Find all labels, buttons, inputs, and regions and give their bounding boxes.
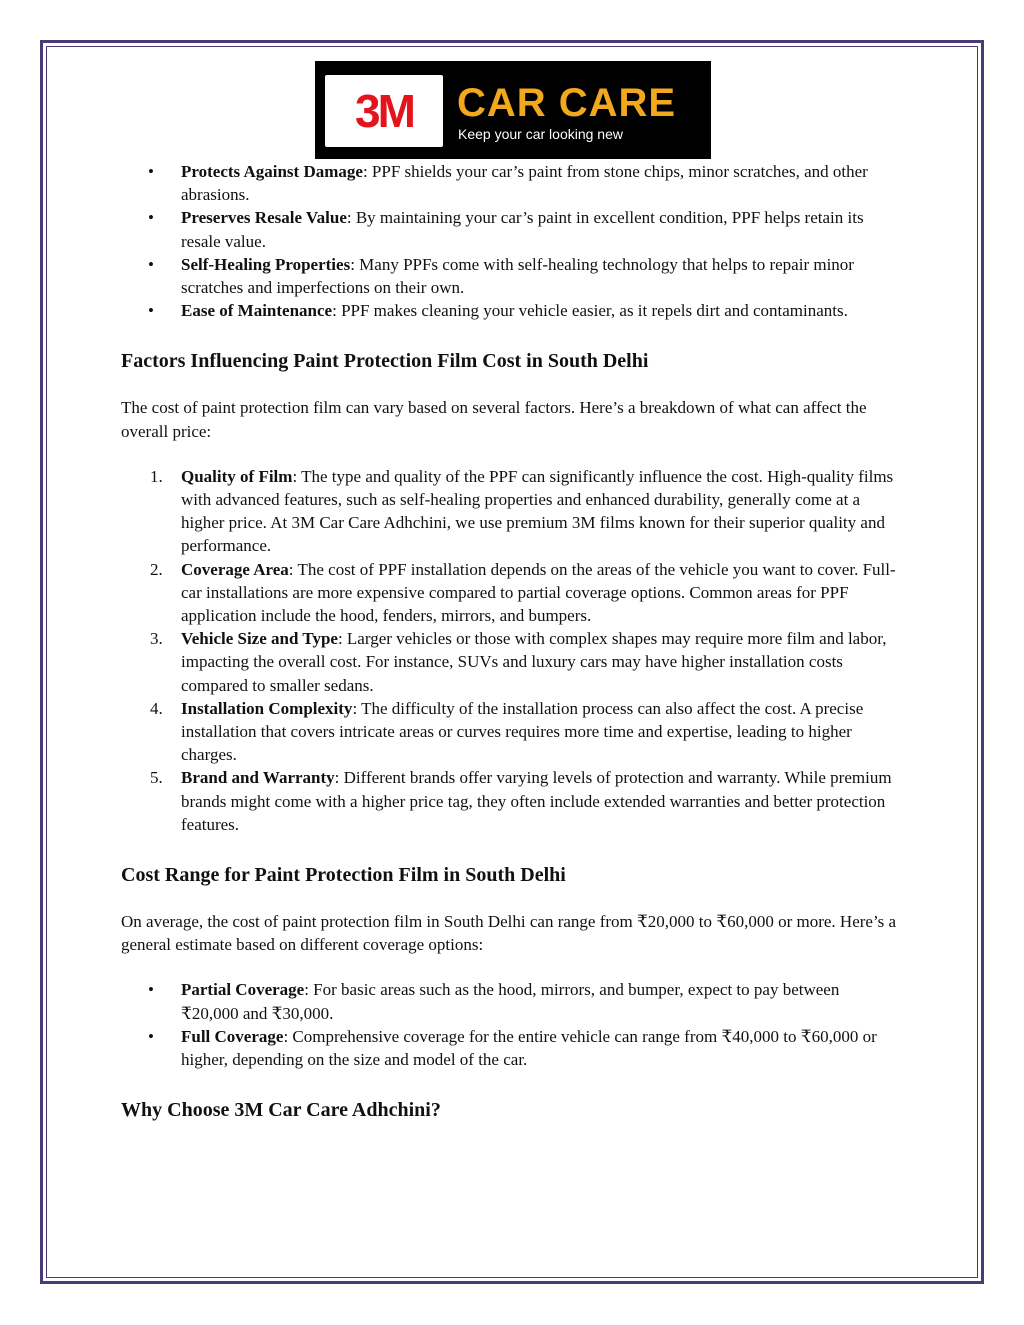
list-item-text: : The cost of PPF installation depends on the areas of the vehicle you want to cover. Full-car installations are more expensive compared to partial coverage options. Common areas for PPF application include the hood, fenders, mirrors, and bumpers. (181, 559, 896, 626)
list-item-text: : Different brands offer varying levels of protection and warranty. While premium brands might come with a higher price tag, they often include extended warranties and better protection features. (181, 768, 892, 834)
section-heading-factors: Factors Influencing Paint Protection Film Cost in South Delhi (121, 350, 649, 373)
list-item-term: Full Coverage (181, 1026, 284, 1046)
list-item-text: : For basic areas such as the hood, mirrors, and bumper, expect to pay between ₹20,000 and ₹30,000. (181, 980, 840, 1023)
logo-mark-box (325, 75, 443, 147)
logo-tagline: Keep your car looking new (458, 126, 623, 142)
section-intro-cost-range: On average, the cost of paint protection film in South Delhi can range from ₹20,000 to ₹60,000 or more. Here’s a general estimate based on different coverage options: (121, 912, 897, 955)
list-number: 4. (150, 698, 163, 718)
section-intro-factors: The cost of paint protection film can vary based on several factors. Here’s a breakdown of what can affect the overall price: (121, 398, 867, 441)
logo-mark: 3M (355, 85, 413, 137)
section-heading-cost-range: Cost Range for Paint Protection Film in South Delhi (121, 864, 566, 887)
list-item-term: Self-Healing Properties (181, 254, 351, 274)
list-item (150, 558, 897, 628)
list-item (181, 978, 897, 1024)
list-item (181, 253, 897, 299)
list-number: 3. (150, 629, 163, 649)
document-body (121, 160, 897, 1123)
list-item-text: : Comprehensive coverage for the entire vehicle can range from ₹40,000 to ₹60,000 or higher, depending on the size and model of the car. (181, 1026, 877, 1070)
list-item (181, 160, 897, 206)
list-item-text: : Larger vehicles or those with complex shapes may require more film and labor, impacting the overall cost. For instance, SUVs and luxury cars may have higher installation costs compared to smaller sedans. (181, 629, 887, 695)
factors-list (121, 465, 897, 836)
list-number: 1. (150, 466, 163, 486)
list-item-term: Ease of Maintenance (181, 301, 333, 321)
list-item-term: Coverage Area (181, 559, 289, 579)
list-item-text: : The difficulty of the installation process can also affect the cost. A precise installation that covers intricate areas or curves requires more time and expertise, leading to higher charges. (181, 698, 864, 765)
benefits-list (121, 160, 897, 322)
coverage-list (121, 978, 897, 1071)
list-item-term: Vehicle Size and Type (181, 629, 338, 649)
list-item (150, 697, 897, 767)
section-heading-why: Why Choose 3M Car Care Adhchini? (121, 1099, 441, 1122)
list-item-term: Installation Complexity (181, 698, 353, 718)
list-item-term: Brand and Warranty (181, 768, 335, 788)
list-item-text: : PPF makes cleaning your vehicle easier, as it repels dirt and contaminants. (332, 301, 848, 321)
list-item (150, 627, 897, 697)
list-number: 2. (150, 559, 163, 579)
list-item (181, 206, 897, 252)
list-item-text: : Many PPFs come with self-healing technology that helps to repair minor scratches and imperfections on their own. (181, 254, 854, 298)
logo-title: CAR CARE (457, 81, 677, 125)
list-item-term: Preserves Resale Value (181, 208, 347, 228)
list-item-text: : By maintaining your car’s paint in excellent condition, PPF helps retain its resale value. (181, 208, 864, 251)
list-item (181, 299, 897, 322)
list-item-text: : PPF shields your car’s paint from stone chips, minor scratches, and other abrasions. (181, 162, 868, 205)
list-item (150, 465, 897, 558)
brand-logo (315, 61, 711, 159)
list-item (181, 1025, 897, 1071)
list-number: 5. (150, 768, 163, 788)
list-item-term: Partial Coverage (181, 980, 305, 1000)
list-item-term: Quality of Film (181, 466, 293, 486)
list-item-text: : The type and quality of the PPF can significantly influence the cost. High-quality films with advanced features, such as self-healing properties and enhanced durability, generally come at a higher price. At 3M Car Care Adhchini, we use premium 3M films known for their superior quality and performance. (181, 466, 894, 556)
list-item-term: Protects Against Damage (181, 162, 363, 181)
list-item (150, 766, 897, 836)
